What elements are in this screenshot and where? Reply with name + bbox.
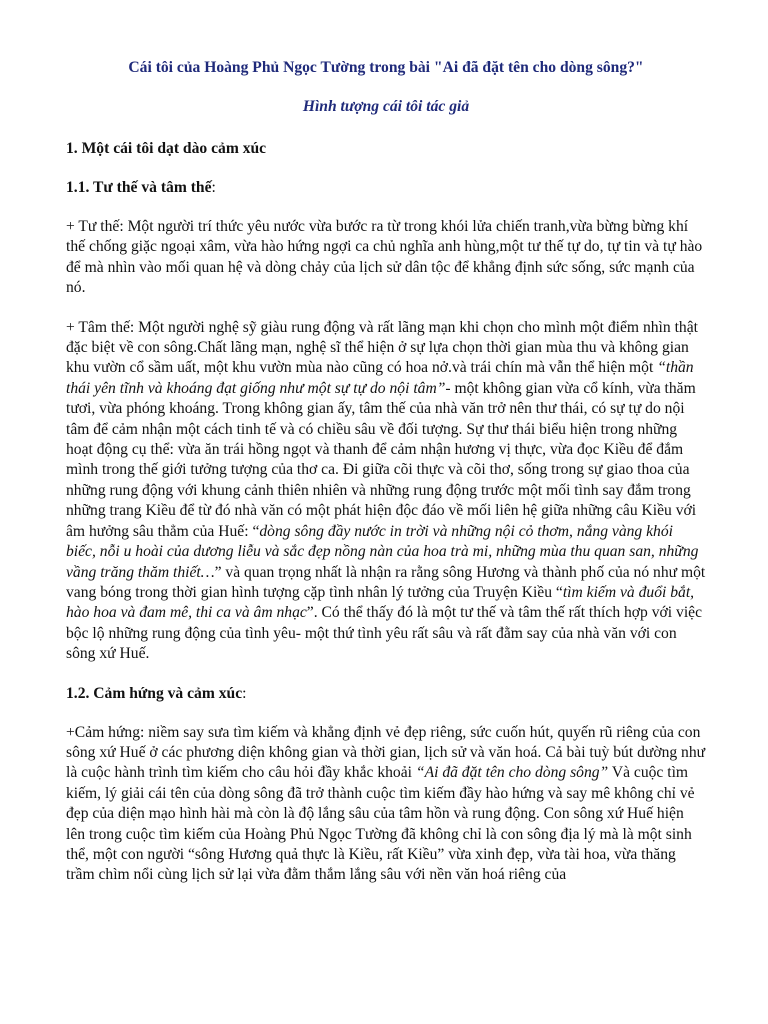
tam-the-text-1: + Tâm thế: Một người nghệ sỹ giàu rung động và rất lãng mạn khi chọn cho mình một điểm nhìn thật đặc biệt về con sông.Chất lãng mạn, nghệ sĩ thể hiện ở sự lựa chọn thời gian mùa thu và không gian khu vườn cổ sầm uất, một khu vườn mùa nào cũng có hoa nở.và trái chín mà vẫn thể hiện một [66, 318, 698, 377]
document-page [66, 58, 706, 886]
paragraph-tu-the: + Tư thế: Một người trí thức yêu nước vừa bước ra từ trong khói lửa chiến tranh,vừa bừng bừng khí thế chống giặc ngoại xâm, vừa hào hứng ngợi ca chủ nghĩa anh hùng,một tư thế tự do, tự tin và tự hào để mà nhìn vào mối quan hệ và dòng chảy của lịch sử dân tộc để khẳng định sức sống, sức mạnh của nó. [66, 218, 703, 297]
section-heading-1: 1. Một cái tôi dạt dào cảm xúc [66, 140, 267, 157]
paragraph-cam-hung [66, 723, 706, 886]
cam-hung-quote: “Ai đã đặt tên cho dòng sông” [415, 764, 609, 782]
tam-the-quote-2: dòng sông đầy nước in trời và những nội cỏ thơm, nắng vàng khói biếc, nỗi u hoài của dương liễu và sắc đẹp nồng nàn của hoa trà mi, những mùa thu quan san, những vầng trăng thăm thiết… [66, 522, 699, 581]
tam-the-quote-3: tìm kiếm và đuổi bắt, hào hoa và đam mê, thi ca và âm nhạc [66, 583, 695, 622]
section-heading-1-2-colon: : [242, 684, 247, 702]
paragraph-tam-the [66, 318, 706, 665]
document-title: Cái tôi của Hoàng Phủ Ngọc Tường trong bài "Ai đã đặt tên cho dòng sông?" [128, 59, 644, 76]
section-heading-1-2 [66, 684, 706, 704]
document-subtitle: Hình tượng cái tôi tác giả [302, 98, 470, 115]
tam-the-text-3: ” và quan trọng nhất là nhận ra rằng sông Hương và thành phố của nó như một vang bóng trong thời gian hình tượng cặp tình nhân lý tưởng của Truyện Kiều “ [66, 563, 706, 601]
cam-hung-text-2: Và cuộc tìm kiếm, lý giải cái tên của dòng sông đã trở thành cuộc tìm kiếm đầy hào hứng và say mê không chỉ vẻ đẹp của diện mạo hình hài mà còn là độ lắng sâu của tâm hồn và rung động. Con sông xứ Huế hiện lên trong cuộc tìm kiếm của Hoàng Phủ Ngọc Tường đã không chỉ là con sông địa lý mà là một sinh thể, một con người “sông Hương quả thực là Kiều, rất Kiều” vừa xinh đẹp, vừa tài hoa, vừa thăng trầm chìm nổi cùng lịch sử lại vừa đằm thắm lắng sâu với nền văn hoá riêng của [66, 764, 695, 884]
tam-the-text-4: ”. Có thể thấy đó là một tư thế và tâm thế rất thích hợp với việc bộc lộ những rung động của tình yêu- một thứ tình yêu rất sâu và rất đằm say của nhà văn với con sông xứ Huế. [66, 604, 702, 663]
section-heading-1-2-text: 1.2. Cảm hứng và cảm xúc [66, 684, 243, 702]
section-heading-1-1-text: 1.1. Tư thế và tâm thế [66, 179, 212, 196]
tam-the-quote-1: “thần thái yên tĩnh và khoáng đạt giống như một sự tự do nội tâm” [66, 359, 694, 397]
tam-the-text-2: - một không gian vừa cổ kính, vừa thăm tươi, vừa phóng khoáng. Trong không gian ấy, tâm thế của nhà văn trở nên thư thái, có sự tự do nội tâm để cảm nhận một cách tinh tế và có chiều sâu về đối tượng. Sự thư thái biểu hiện trong những hoạt động cụ thể: vừa ăn trái hồng ngọt và thanh để cảm nhận hương vị thực, vừa đọc Kiều để đắm mình trong thế giới tưởng tượng của thơ ca. Đi giữa cõi thực và cõi thơ, sống trong sự giao thoa của những rung động với khung cảnh thiên nhiên và những rung động trước một mối tình say đắm trong những trang Kiều để từ đó nhà văn có một phát hiện độc đáo về mối liên hệ giữa những câu Kiều với âm hưởng sâu thẳm của Huế: “ [66, 379, 697, 540]
cam-hung-text-1: +Cảm hứng: niềm say sưa tìm kiếm và khẳng định vẻ đẹp riêng, sức cuốn hút, quyến rũ riêng của con sông xứ Huế ở các phương diện không gian và thời gian, lịch sử và văn hoá. Cả bài tuỳ bút dường như là cuộc hành trình tìm kiếm cho câu hỏi đầy khắc khoải [66, 723, 706, 782]
section-heading-1-1 [66, 178, 706, 198]
section-heading-1-1-colon: : [211, 179, 216, 196]
